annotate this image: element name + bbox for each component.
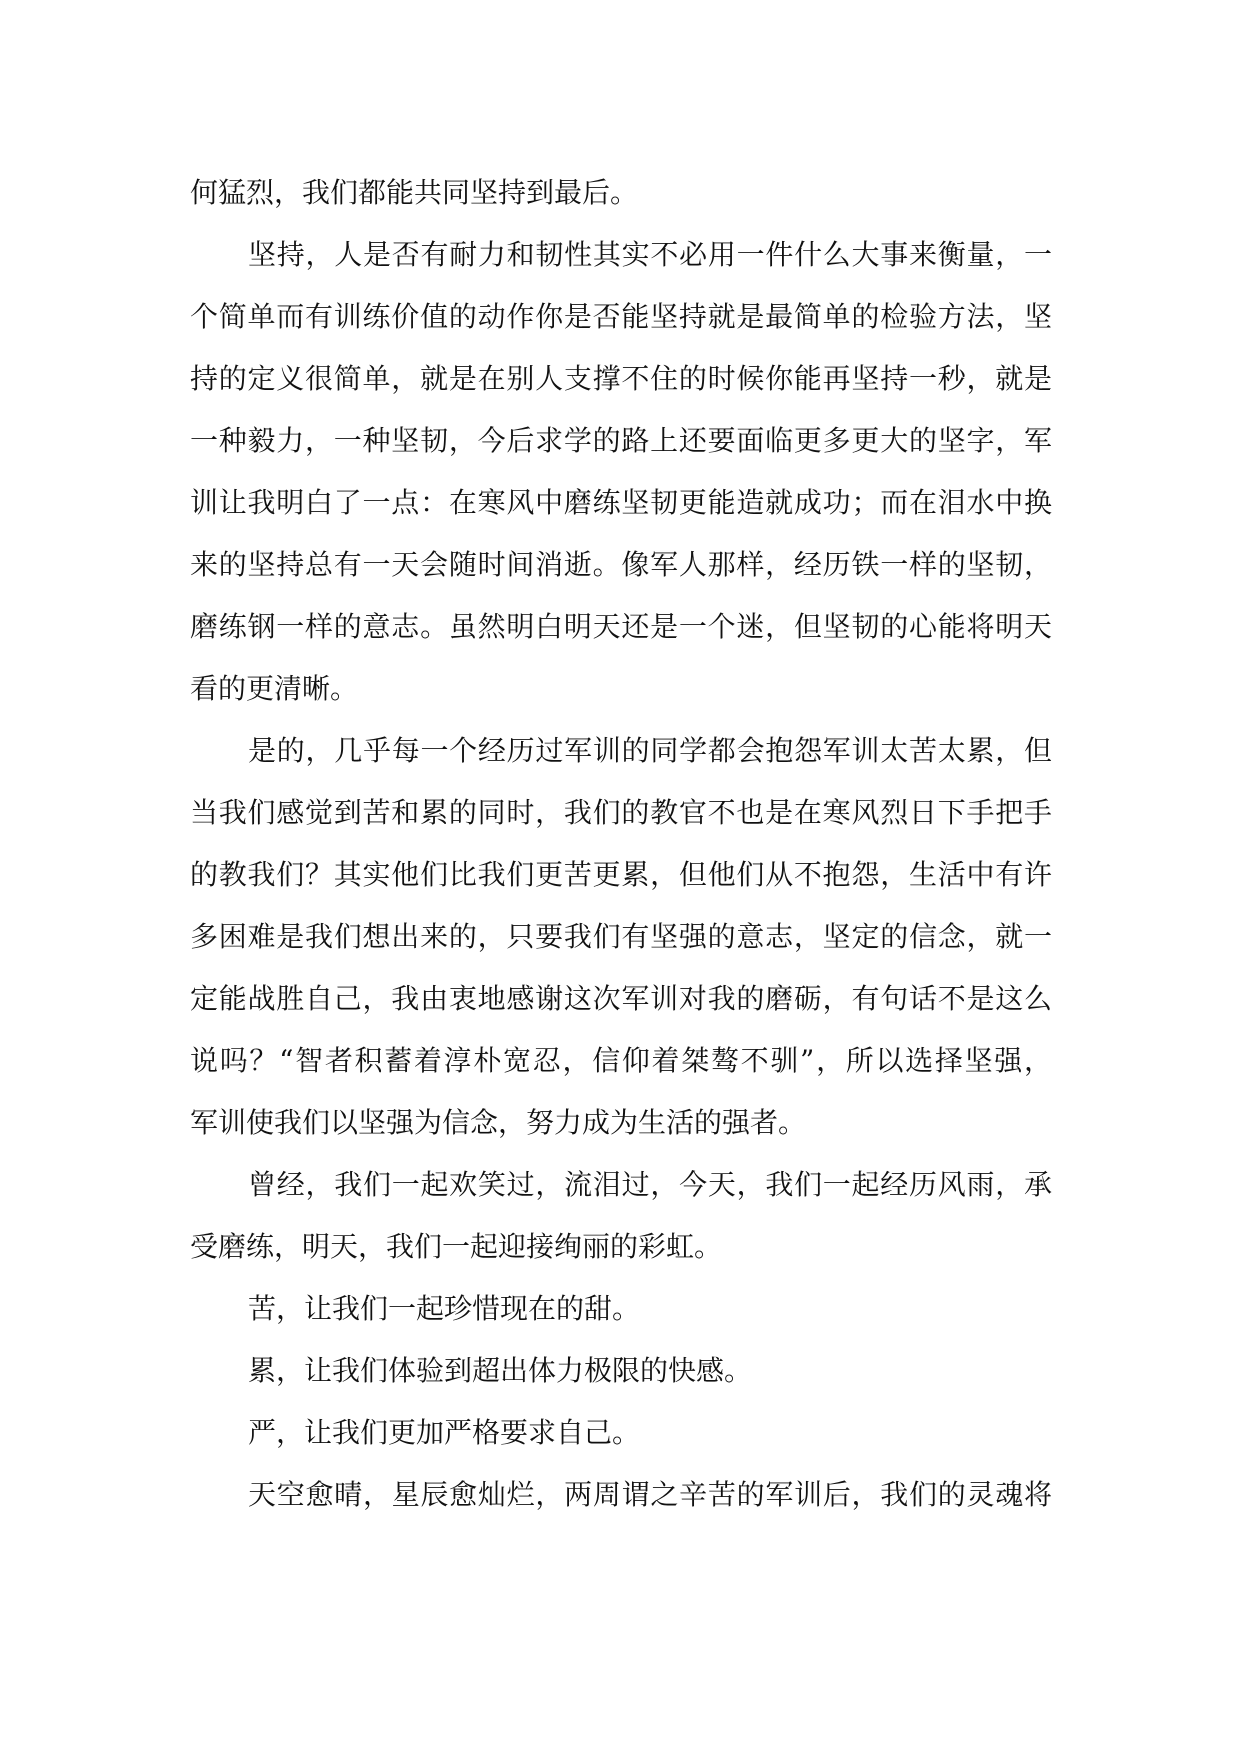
text-line: 坚持，人是否有耐力和韧性其实不必用一件什么大事来衡量，一 (248, 238, 1052, 271)
text-line: 训让我明白了一点：在寒风中磨练坚韧更能造就成功；而在泪水中换 (190, 486, 1052, 519)
text-line: 军训使我们以坚强为信念，努力成为生活的强者。 (190, 1106, 807, 1139)
text-line: 受磨练，明天，我们一起迎接绚丽的彩虹。 (190, 1230, 723, 1263)
text-line: 天空愈晴，星辰愈灿烂，两周谓之辛苦的军训后，我们的灵魂将 (248, 1478, 1052, 1511)
text-line: 来的坚持总有一天会随时间消逝。像军人那样，经历铁一样的坚韧， (190, 548, 1052, 581)
text-line: 严，让我们更加严格要求自己。 (248, 1416, 641, 1449)
text-line: 多困难是我们想出来的，只要我们有坚强的意志，坚定的信念，就一 (190, 920, 1052, 953)
document-body (190, 162, 1052, 1526)
text-line: 累，让我们体验到超出体力极限的快感。 (248, 1354, 753, 1387)
text-line: 持的定义很简单，就是在别人支撑不住的时候你能再坚持一秒，就是 (190, 362, 1052, 395)
text-line: 定能战胜自己，我由衷地感谢这次军训对我的磨砺，有句话不是这么 (190, 982, 1052, 1015)
text-line: 是的，几乎每一个经历过军训的同学都会抱怨军训太苦太累，但 (248, 734, 1052, 767)
text-line: 何猛烈，我们都能共同坚持到最后。 (190, 176, 639, 209)
text-line: 说吗？“智者积蓄着淳朴宽忍，信仰着桀骜不驯”，所以选择坚强， (190, 1044, 1052, 1077)
text-line: 看的更清晰。 (190, 672, 359, 705)
text-line: 磨练钢一样的意志。虽然明白明天还是一个迷，但坚韧的心能将明天 (190, 610, 1052, 643)
text-line: 当我们感觉到苦和累的同时，我们的教官不也是在寒风烈日下手把手 (190, 796, 1052, 829)
text-line: 个简单而有训练价值的动作你是否能坚持就是最简单的检验方法，坚 (190, 300, 1052, 333)
text-line: 的教我们？其实他们比我们更苦更累，但他们从不抱怨，生活中有许 (190, 858, 1052, 891)
text-line: 苦，让我们一起珍惜现在的甜。 (248, 1292, 641, 1325)
text-line: 一种毅力，一种坚韧，今后求学的路上还要面临更多更大的坚字，军 (190, 424, 1052, 457)
text-line: 曾经，我们一起欢笑过，流泪过，今天，我们一起经历风雨，承 (248, 1168, 1052, 1201)
